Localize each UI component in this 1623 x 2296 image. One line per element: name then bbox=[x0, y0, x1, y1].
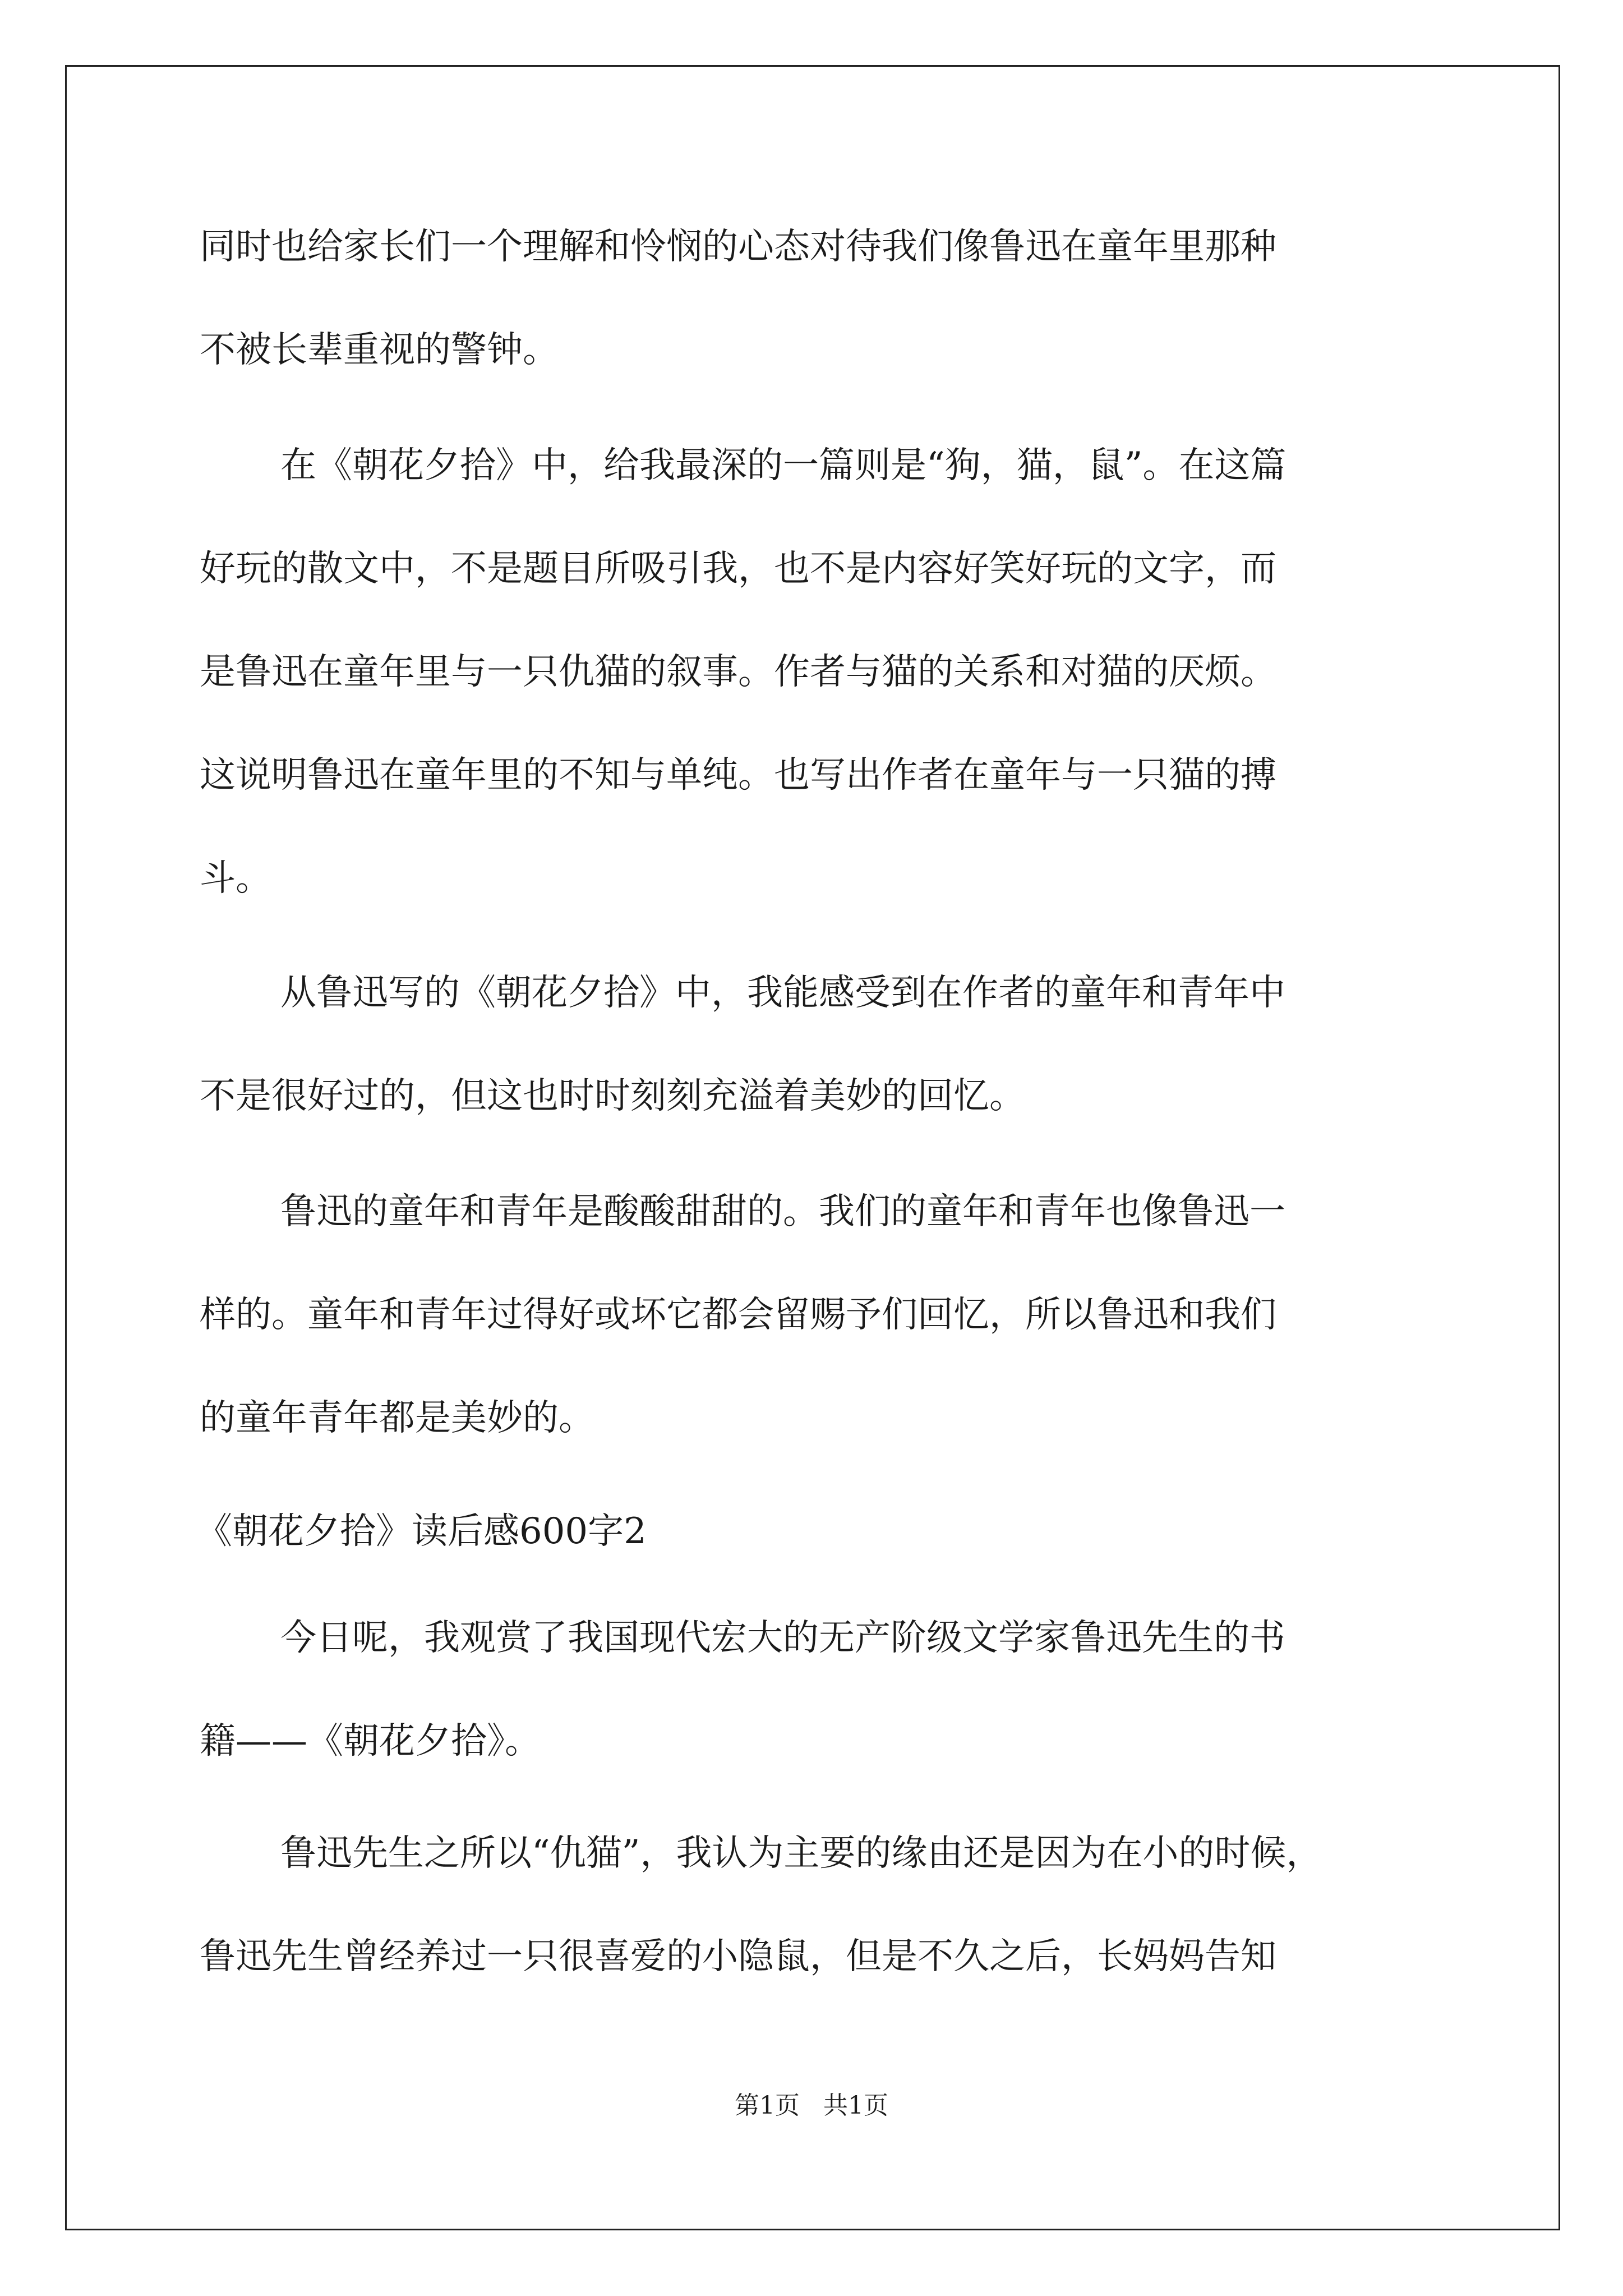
paragraph-4-line-2: 样的。童年和青年过得好或坏它都会留赐予们回忆，所以鲁迅和我们 bbox=[200, 1294, 1276, 1336]
page-footer: 第1页 共1页 bbox=[735, 2091, 888, 2120]
section-paragraph-2-line-2: 鲁迅先生曾经养过一只很喜爱的小隐鼠，但是不久之后，长妈妈告知 bbox=[200, 1936, 1276, 1977]
section-heading: 《朝花夕拾》读后感600字2 bbox=[196, 1511, 647, 1552]
paragraph-1-line-2: 不被长辈重视的警钟。 bbox=[200, 329, 559, 371]
paragraph-2-line-2: 好玩的散文中，不是题目所吸引我，也不是内容好笑好玩的文字，而 bbox=[200, 548, 1276, 590]
page-border bbox=[65, 65, 1560, 2230]
paragraph-4-line-1: 鲁迅的童年和青年是酸酸甜甜的。我们的童年和青年也像鲁迅一 bbox=[280, 1191, 1285, 1232]
paragraph-2-line-4: 这说明鲁迅在童年里的不知与单纯。也写出作者在童年与一只猫的搏 bbox=[200, 754, 1276, 796]
paragraph-2-line-3: 是鲁迅在童年里与一只仇猫的叙事。作者与猫的关系和对猫的厌烦。 bbox=[200, 651, 1276, 693]
section-paragraph-2-line-1: 鲁迅先生之所以“仇猫”，我认为主要的缘由还是因为在小的时候， bbox=[280, 1833, 1322, 1874]
paragraph-2-line-1: 在《朝花夕拾》中，给我最深的一篇则是“狗，猫，鼠”。在这篇 bbox=[280, 445, 1287, 486]
paragraph-2-line-5: 斗。 bbox=[200, 858, 271, 899]
section-paragraph-1-line-2: 籍——《朝花夕拾》。 bbox=[200, 1720, 541, 1762]
paragraph-3-line-2: 不是很好过的，但这也时时刻刻充溢着美妙的回忆。 bbox=[200, 1075, 1025, 1117]
paragraph-1-line-1: 同时也给家长们一个理解和怜悯的心态对待我们像鲁迅在童年里那种 bbox=[200, 226, 1276, 268]
paragraph-4-line-3: 的童年青年都是美妙的。 bbox=[200, 1397, 594, 1439]
paragraph-3-line-1: 从鲁迅写的《朝花夕拾》中，我能感受到在作者的童年和青年中 bbox=[280, 972, 1285, 1014]
section-paragraph-1-line-1: 今日呢，我观赏了我国现代宏大的无产阶级文学家鲁迅先生的书 bbox=[280, 1617, 1285, 1659]
